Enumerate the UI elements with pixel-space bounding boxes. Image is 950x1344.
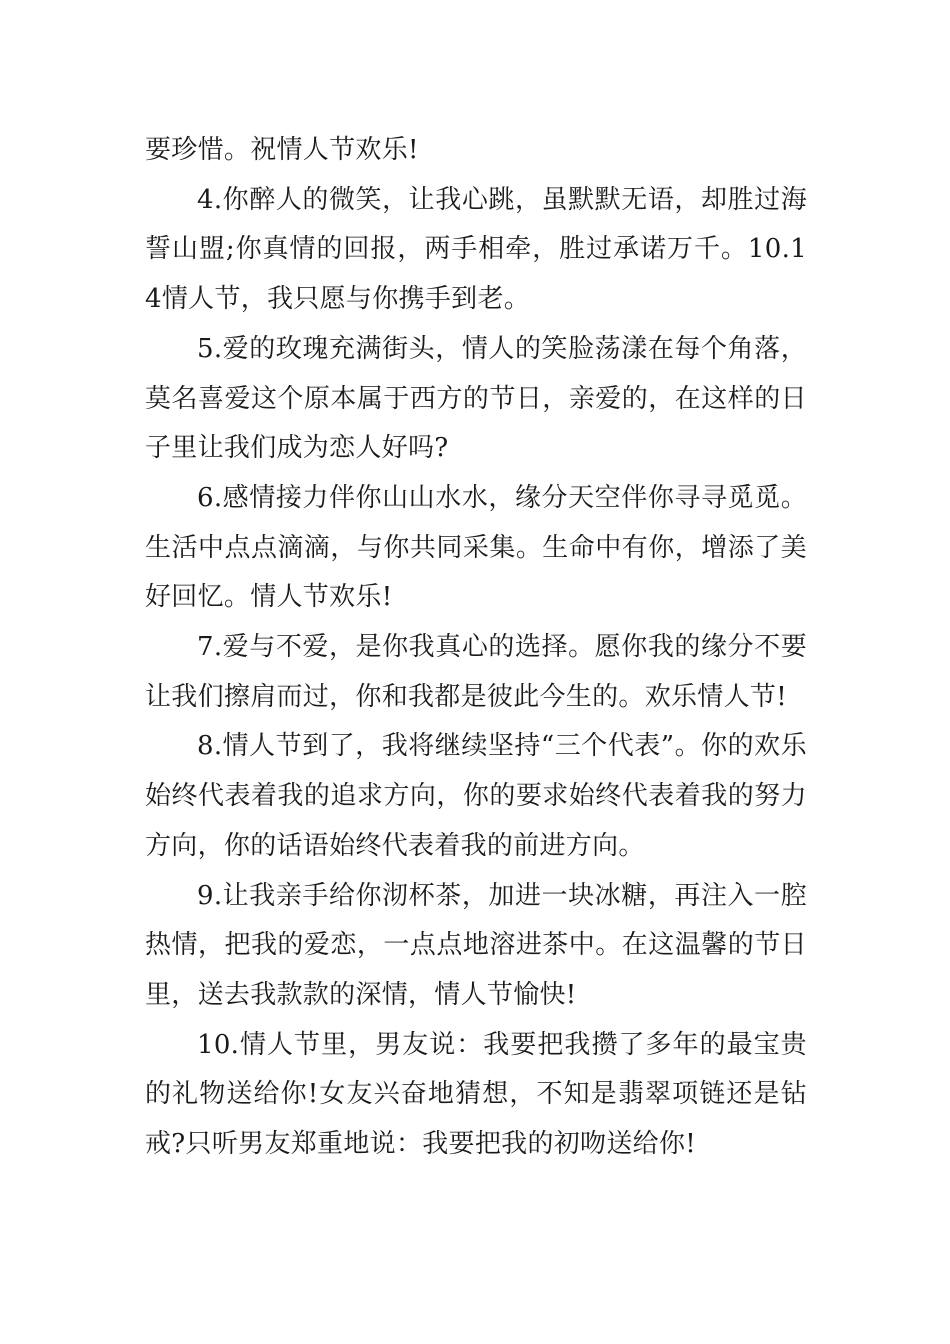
document-body	[145, 126, 807, 1170]
paragraph-item-10: 10.情人节里，男友说：我要把我攒了多年的最宝贵的礼物送给你!女友兴奋地猜想，不知是翡翠项链还是钻戒?只听男友郑重地说：我要把我的初吻送给你!	[145, 1029, 807, 1160]
paragraph-item-6: 6.感情接力伴你山山水水，缘分天空伴你寻寻觅觅。生活中点点滴滴，与你共同采集。生命中有你，增添了美好回忆。情人节欢乐!	[145, 482, 807, 613]
paragraph-item-9: 9.让我亲手给你沏杯茶，加进一块冰糖，再注入一腔热情，把我的爱恋，一点点地溶进茶中。在这温馨的节日里，送去我款款的深情，情人节愉快!	[145, 880, 807, 1010]
paragraph-continuation: 要珍惜。祝情人节欢乐!	[145, 135, 419, 165]
paragraph-item-4: 4.你醉人的微笑，让我心跳，虽默默无语，却胜过海誓山盟;你真情的回报，两手相牵，胜过承诺万千。10.14情人节，我只愿与你携手到老。	[145, 184, 807, 315]
paragraph-item-7: 7.爱与不爱，是你我真心的选择。愿你我的缘分不要让我们擦肩而过，你和我都是彼此今生的。欢乐情人节!	[145, 632, 807, 712]
paragraph-item-5: 5.爱的玫瑰充满街头，情人的笑脸荡漾在每个角落，莫名喜爱这个原本属于西方的节日，亲爱的，在这样的日子里让我们成为恋人好吗?	[145, 333, 807, 464]
paragraph-item-8: 8.情人节到了，我将继续坚持“三个代表”。你的欢乐始终代表着我的追求方向，你的要求始终代表着我的努力方向，你的话语始终代表着我的前进方向。	[145, 731, 807, 861]
